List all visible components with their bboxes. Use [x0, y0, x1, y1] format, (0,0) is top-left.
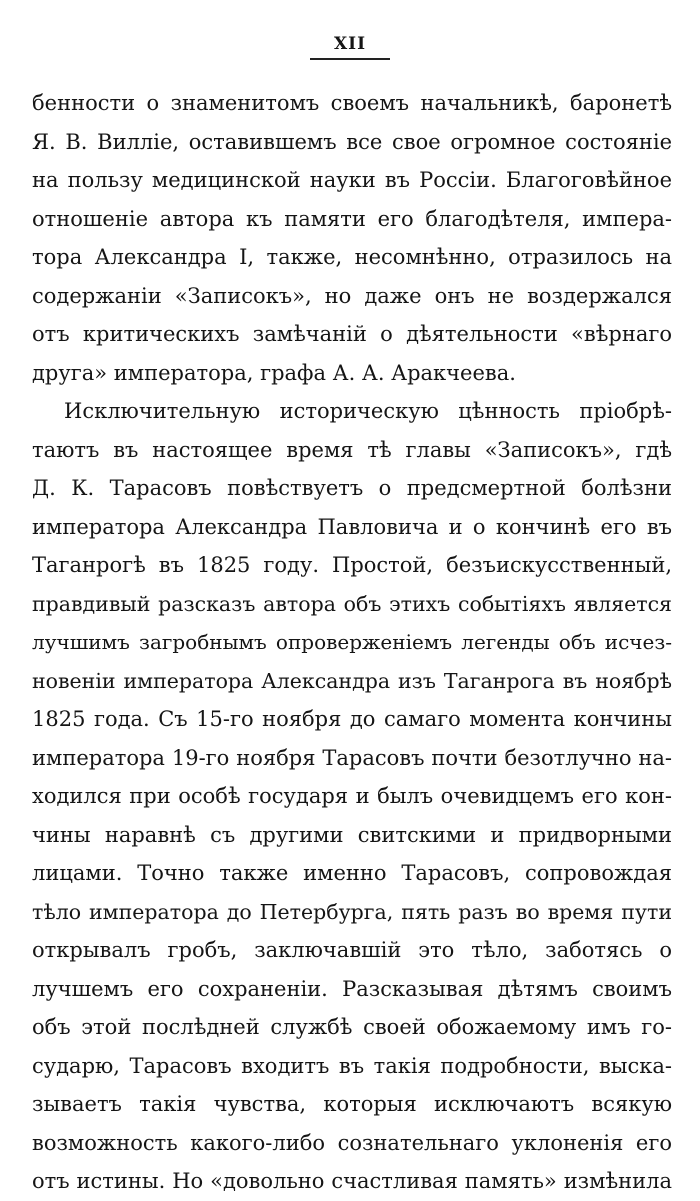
- text-line: сударю, Тарасовъ входитъ въ такія подробности, выска-: [32, 1053, 672, 1078]
- text-line: Д. К. Тарасовъ повѣствуетъ о предсмертной болѣзни: [32, 476, 672, 500]
- text-line: зываетъ такія чувства, которыя исключаютъ всякую: [32, 1092, 672, 1116]
- text-line: открывалъ гробъ, заключавшій это тѣло, заботясь о: [32, 938, 672, 962]
- text-line: на пользу медицинской науки въ Россіи. Благоговѣйное: [32, 168, 672, 192]
- text-line: отъ истины. Но «довольно счастливая память» измѣнила: [32, 1169, 672, 1193]
- text-line: друга» императора, графа А. А. Аракчеева.: [32, 360, 516, 385]
- text-line: тѣло императора до Петербурга, пять разъ во время пути: [32, 899, 672, 924]
- text-line: тора Александра I, также, несомнѣнно, отразилось на: [32, 245, 672, 269]
- text-line: бенности о знаменитомъ своемъ начальникѣ, баронетѣ: [32, 91, 672, 115]
- text-line: возможность какого-либо сознательнаго уклоненія его: [32, 1130, 672, 1155]
- text-line: императора Александра Павловича и о кончинѣ его въ: [32, 514, 672, 539]
- text-line: правдивый разсказъ автора объ этихъ событіяхъ является: [32, 591, 672, 616]
- text-line: содержаніи «Записокъ», но даже онъ не воздержался: [32, 283, 672, 308]
- text-line: Таганрогѣ въ 1825 году. Простой, безъискусственный,: [32, 553, 672, 577]
- text-line: лицами. Точно также именно Тарасовъ, сопровождая: [32, 861, 672, 885]
- text-line: ходился при особѣ государя и былъ очевидцемъ его кон-: [32, 784, 672, 808]
- text-line: лучшимъ загробнымъ опроверженіемъ легенды объ исчез-: [32, 630, 672, 654]
- text-line: объ этой послѣдней службѣ своей обожаемому имъ го-: [32, 1015, 672, 1039]
- text-line: чины наравнѣ съ другими свитскими и придворными: [32, 822, 672, 847]
- body-text: [32, 84, 672, 1201]
- page-header: [0, 34, 700, 60]
- text-line: Я. В. Виллie, оставившемъ все свое огромное состоянie: [32, 129, 672, 154]
- text-line: отношеніе автора къ памяти его благодѣтеля, импера-: [32, 206, 672, 231]
- text-line: отъ критическихъ замѣчаній о дѣятельности «вѣрнаго: [32, 322, 672, 346]
- page-number: XII: [310, 34, 390, 60]
- text-line: таютъ въ настоящее время тѣ главы «Записокъ», гдѣ: [32, 437, 672, 462]
- text-line: Исключительную историческую цѣнность пріобрѣ-: [64, 399, 672, 423]
- text-line: 1825 года. Съ 15-го ноября до самаго момента кончины: [32, 707, 672, 731]
- text-line: императора 19-го ноября Тарасовъ почти безотлучно на-: [32, 745, 672, 770]
- text-line: лучшемъ его сохраненіи. Разсказывая дѣтямъ своимъ: [32, 976, 672, 1001]
- text-line: новеніи императора Александра изъ Таганрога въ ноябрѣ: [32, 668, 672, 693]
